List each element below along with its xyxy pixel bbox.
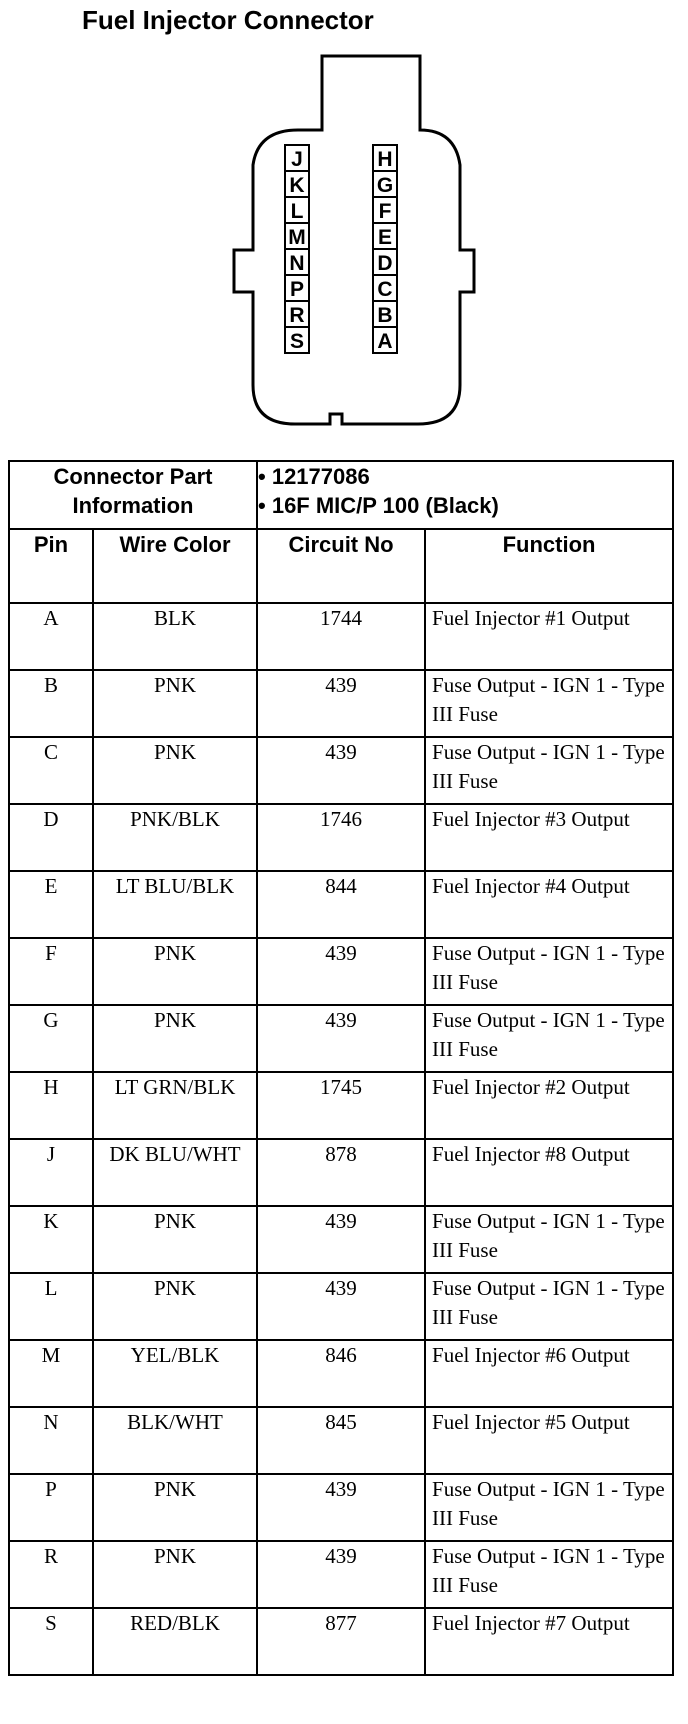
wire-color-cell: PNK [93, 1005, 257, 1072]
table-row [9, 1541, 673, 1608]
function-cell: Fuel Injector #1 Output [425, 603, 673, 670]
wire-color-cell: PNK [93, 670, 257, 737]
wire-color-cell: PNK [93, 1206, 257, 1273]
wire-color-cell: PNK [93, 737, 257, 804]
pin-cell: F [9, 938, 93, 1005]
wire-color-cell: LT GRN/BLK [93, 1072, 257, 1139]
function-cell: Fuse Output - IGN 1 - Type III Fuse [425, 938, 673, 1005]
pin-label-c: C [377, 278, 393, 301]
pin-cell: B [9, 670, 93, 737]
function-cell: Fuse Output - IGN 1 - Type III Fuse [425, 1541, 673, 1608]
header-pin: Pin [9, 529, 93, 603]
table-row [9, 1206, 673, 1273]
pin-label-g: G [376, 174, 394, 197]
circuit-no-cell: 877 [257, 1608, 425, 1675]
wire-color-cell: BLK/WHT [93, 1407, 257, 1474]
table-row [9, 670, 673, 737]
pin-cell: A [9, 603, 93, 670]
table-row [9, 1407, 673, 1474]
wire-color-cell: PNK [93, 1541, 257, 1608]
wire-color-cell: PNK [93, 1474, 257, 1541]
pin-cell: D [9, 804, 93, 871]
pin-label-h: H [377, 148, 393, 171]
wire-color-cell: YEL/BLK [93, 1340, 257, 1407]
table-row [9, 1340, 673, 1407]
pin-cell: N [9, 1407, 93, 1474]
function-cell: Fuel Injector #8 Output [425, 1139, 673, 1206]
header-function: Function [425, 529, 673, 603]
pin-label-r: R [289, 304, 305, 327]
part-number: • 12177086 [258, 464, 370, 489]
table-row [9, 1005, 673, 1072]
function-cell: Fuse Output - IGN 1 - Type III Fuse [425, 1206, 673, 1273]
connector-outline [0, 0, 688, 440]
circuit-no-cell: 439 [257, 938, 425, 1005]
pin-label-j: J [291, 148, 303, 171]
connector-pinout-table [8, 460, 674, 1676]
table-row [9, 1139, 673, 1206]
pin-cell: H [9, 1072, 93, 1139]
wire-color-cell: PNK/BLK [93, 804, 257, 871]
pin-label-n: N [289, 252, 305, 275]
pin-label-s: S [289, 330, 305, 353]
circuit-no-cell: 1745 [257, 1072, 425, 1139]
circuit-no-cell: 439 [257, 1005, 425, 1072]
table-row [9, 1608, 673, 1675]
pin-cell: G [9, 1005, 93, 1072]
pin-cell: M [9, 1340, 93, 1407]
function-cell: Fuel Injector #6 Output [425, 1340, 673, 1407]
circuit-no-cell: 439 [257, 1474, 425, 1541]
circuit-no-cell: 846 [257, 1340, 425, 1407]
pin-cell: C [9, 737, 93, 804]
wire-color-cell: RED/BLK [93, 1608, 257, 1675]
wire-color-cell: LT BLU/BLK [93, 871, 257, 938]
pin-label-m: M [288, 226, 306, 249]
part-info-label: Connector Part Information [9, 461, 257, 529]
table-row [9, 603, 673, 670]
pin-cell: R [9, 1541, 93, 1608]
table-row [9, 1474, 673, 1541]
circuit-no-cell: 439 [257, 737, 425, 804]
table-row [9, 1273, 673, 1340]
table-row [9, 804, 673, 871]
function-cell: Fuse Output - IGN 1 - Type III Fuse [425, 670, 673, 737]
circuit-no-cell: 878 [257, 1139, 425, 1206]
wire-color-cell: PNK [93, 1273, 257, 1340]
circuit-no-cell: 1744 [257, 603, 425, 670]
pin-cell: E [9, 871, 93, 938]
pin-label-k: K [289, 174, 305, 197]
pin-cell: J [9, 1139, 93, 1206]
part-description: • 16F MIC/P 100 (Black) [258, 493, 499, 518]
part-info-values [257, 461, 673, 529]
connector-diagram [0, 0, 688, 440]
circuit-no-cell: 439 [257, 1273, 425, 1340]
circuit-no-cell: 844 [257, 871, 425, 938]
function-cell: Fuse Output - IGN 1 - Type III Fuse [425, 1273, 673, 1340]
wire-color-cell: BLK [93, 603, 257, 670]
pin-label-b: B [377, 304, 393, 327]
function-cell: Fuel Injector #2 Output [425, 1072, 673, 1139]
table-row [9, 938, 673, 1005]
circuit-no-cell: 439 [257, 1541, 425, 1608]
circuit-no-cell: 439 [257, 670, 425, 737]
function-cell: Fuel Injector #4 Output [425, 871, 673, 938]
function-cell: Fuse Output - IGN 1 - Type III Fuse [425, 1474, 673, 1541]
pin-label-l: L [290, 200, 304, 223]
function-cell: Fuel Injector #3 Output [425, 804, 673, 871]
pin-label-e: E [377, 226, 393, 249]
pin-label-f: F [378, 200, 392, 223]
function-cell: Fuse Output - IGN 1 - Type III Fuse [425, 1005, 673, 1072]
circuit-no-cell: 1746 [257, 804, 425, 871]
function-cell: Fuel Injector #7 Output [425, 1608, 673, 1675]
function-cell: Fuse Output - IGN 1 - Type III Fuse [425, 737, 673, 804]
table-row [9, 871, 673, 938]
wire-color-cell: DK BLU/WHT [93, 1139, 257, 1206]
pin-label-d: D [377, 252, 393, 275]
pin-label-p: P [289, 278, 305, 301]
header-circuit-no: Circuit No [257, 529, 425, 603]
table-row [9, 1072, 673, 1139]
circuit-no-cell: 439 [257, 1206, 425, 1273]
table-row [9, 737, 673, 804]
pin-cell: L [9, 1273, 93, 1340]
pin-label-a: A [377, 330, 393, 353]
pin-cell: K [9, 1206, 93, 1273]
pin-cell: S [9, 1608, 93, 1675]
pin-cell: P [9, 1474, 93, 1541]
header-wire-color: Wire Color [93, 529, 257, 603]
column-header-row [9, 529, 673, 603]
wire-color-cell: PNK [93, 938, 257, 1005]
page-title: Fuel Injector Connector [82, 5, 374, 35]
function-cell: Fuel Injector #5 Output [425, 1407, 673, 1474]
part-info-row [9, 461, 673, 529]
circuit-no-cell: 845 [257, 1407, 425, 1474]
